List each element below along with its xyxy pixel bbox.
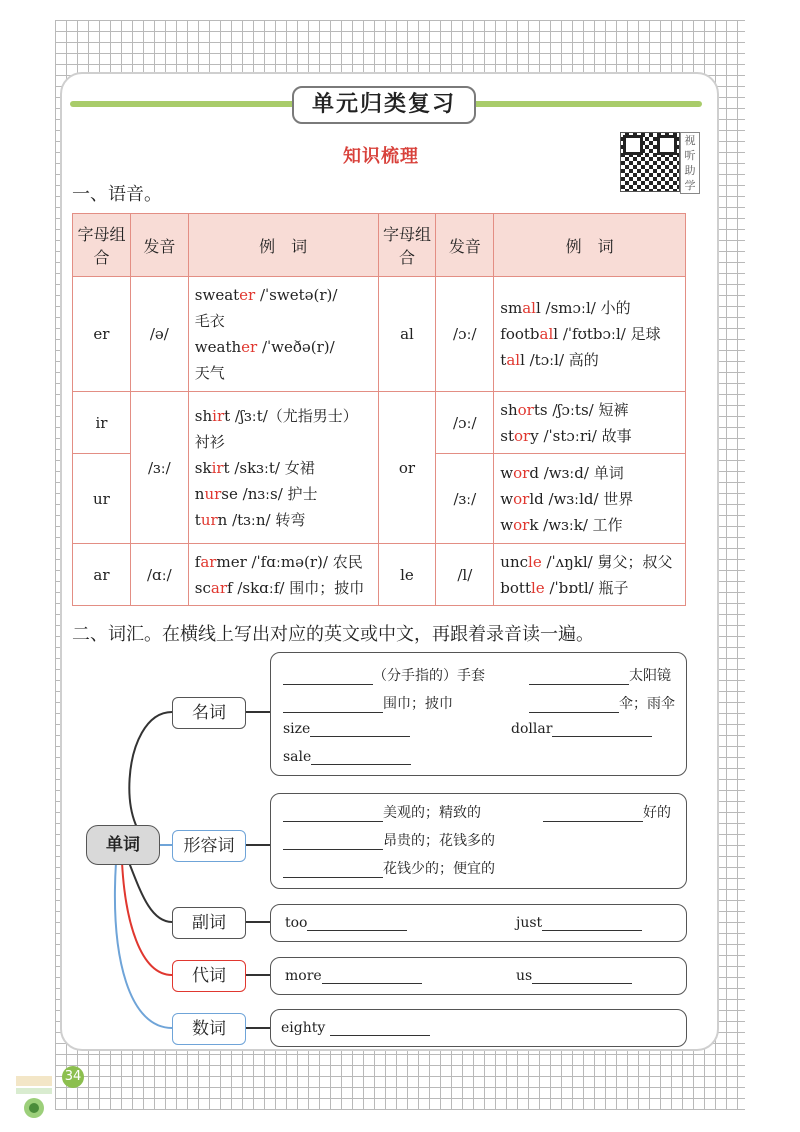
- noun-item-scarf: 围巾；披巾: [283, 693, 453, 713]
- example-word: scarf /skɑːf/ 围巾；披巾: [194, 578, 365, 597]
- page-number: 34: [62, 1066, 84, 1088]
- example-word: football /ˈfʊtbɔːl/ 足球: [500, 325, 661, 343]
- qr-label: 视听助学: [680, 132, 700, 194]
- sound-cell: /ə/: [130, 277, 188, 392]
- sound-cell: /ɑː/: [130, 544, 188, 606]
- page-title: 单元归类复习: [292, 86, 476, 124]
- publisher-logo-icon: [14, 1074, 54, 1122]
- adj-item-beautiful: 美观的；精致的: [283, 802, 481, 822]
- answer-blank[interactable]: [283, 835, 383, 850]
- answer-blank[interactable]: [552, 722, 652, 737]
- answer-blank[interactable]: [283, 670, 373, 685]
- adj-item-cheap: 花钱少的；便宜的: [283, 858, 495, 878]
- adv-item-too: too: [285, 915, 407, 931]
- letters-cell: ur: [73, 454, 131, 544]
- answer-blank[interactable]: [283, 698, 383, 713]
- noun-item-gloves: （分手指的）手套: [283, 665, 485, 685]
- answer-blank[interactable]: [543, 807, 643, 822]
- letters-cell: ar: [73, 544, 131, 606]
- node-noun: 名词: [172, 697, 246, 729]
- adj-item-good: 好的: [543, 802, 671, 822]
- sound-cell: /ɜː/: [436, 454, 494, 544]
- example-word: small /smɔːl/ 小的: [500, 299, 631, 317]
- answer-blank[interactable]: [283, 807, 383, 822]
- header-cell: 字母组合: [378, 214, 436, 277]
- tree-root: 单词: [86, 825, 160, 865]
- header-cell: 例 词: [188, 214, 378, 277]
- subtitle: 知识梳理: [343, 142, 419, 168]
- header-cell: 发音: [436, 214, 494, 277]
- answer-blank[interactable]: [322, 969, 422, 984]
- example-word: word /wɜːd/ 单词: [500, 463, 624, 482]
- example-word: nurse /nɜːs/ 护士: [194, 484, 318, 503]
- header-cell: 发音: [130, 214, 188, 277]
- example-meaning: 天气: [194, 364, 225, 382]
- adj-item-expensive: 昂贵的；花钱多的: [283, 830, 495, 850]
- header-cell: 例 词: [494, 214, 686, 277]
- example-word: uncle /ˈʌŋkl/ 舅父；叔父: [500, 552, 673, 571]
- example-word: world /wɜːld/ 世界: [500, 489, 634, 508]
- numeral-box: [270, 1009, 687, 1047]
- sound-cell: /ɔː/: [436, 277, 494, 392]
- answer-blank[interactable]: [311, 750, 411, 765]
- example-word: story /ˈstɔːri/ 故事: [500, 426, 632, 445]
- answer-blank[interactable]: [542, 916, 642, 931]
- example-word: shirt /ʃɜːt/（尤指男士）: [194, 406, 358, 425]
- adv-item-just: just: [516, 915, 642, 931]
- noun-item-umbrella: 伞；雨伞: [529, 693, 675, 713]
- answer-blank[interactable]: [330, 1021, 430, 1036]
- example-meaning: 衬衫: [194, 432, 225, 451]
- example-word: shorts /ʃɔːts/ 短裤: [500, 400, 629, 419]
- section-heading-vocabulary: 二、词汇。在横线上写出对应的英文或中文，再跟着录音读一遍。: [72, 624, 594, 645]
- letters-cell: al: [378, 277, 436, 392]
- pronoun-box: [270, 957, 687, 995]
- answer-blank[interactable]: [529, 698, 619, 713]
- example-word: tall /tɔːl/ 高的: [500, 351, 599, 369]
- example-word: weather /ˈweðə(r)/: [194, 338, 335, 356]
- noun-item-size: size: [283, 721, 410, 737]
- adjective-box: [270, 793, 687, 889]
- answer-blank[interactable]: [283, 863, 383, 878]
- pron-item-us: us: [516, 968, 632, 984]
- answer-blank[interactable]: [529, 670, 629, 685]
- adverb-box: [270, 904, 687, 942]
- sound-cell: /l/: [436, 544, 494, 606]
- example-word: bottle /ˈbɒtl/ 瓶子: [500, 578, 629, 597]
- noun-item-sunglasses: 太阳镜: [529, 665, 671, 685]
- answer-blank[interactable]: [310, 722, 410, 737]
- example-word: farmer /ˈfɑːmə(r)/ 农民: [194, 552, 363, 571]
- letters-cell: ir: [73, 392, 131, 454]
- letters-cell: le: [378, 544, 436, 606]
- node-numeral: 数词: [172, 1013, 246, 1045]
- example-word: work /wɜːk/ 工作: [500, 515, 623, 534]
- noun-box: [270, 652, 687, 776]
- connector-pron: [122, 862, 172, 975]
- sound-cell: /ɜː/: [130, 392, 188, 544]
- node-pronoun: 代词: [172, 960, 246, 992]
- header-cell: 字母组合: [73, 214, 131, 277]
- letters-cell: er: [73, 277, 131, 392]
- node-adverb: 副词: [172, 907, 246, 939]
- example-word: turn /tɜːn/ 转弯: [194, 510, 306, 529]
- answer-blank[interactable]: [307, 916, 407, 931]
- num-item-eighty: eighty: [281, 1020, 430, 1036]
- connector-adv: [128, 860, 172, 922]
- letters-cell: or: [378, 392, 436, 544]
- noun-item-dollar: dollar: [511, 721, 652, 737]
- node-adjective: 形容词: [172, 830, 246, 862]
- example-word: skirt /skɜːt/ 女裙: [194, 458, 315, 477]
- section-heading-phonics: 一、语音。: [72, 184, 162, 205]
- answer-blank[interactable]: [532, 969, 632, 984]
- example-meaning: 毛衣: [194, 312, 225, 330]
- sound-cell: /ɔː/: [436, 392, 494, 454]
- noun-item-sale: sale: [283, 749, 411, 765]
- example-word: sweater /ˈswetə(r)/: [194, 286, 338, 304]
- pron-item-more: more: [285, 968, 422, 984]
